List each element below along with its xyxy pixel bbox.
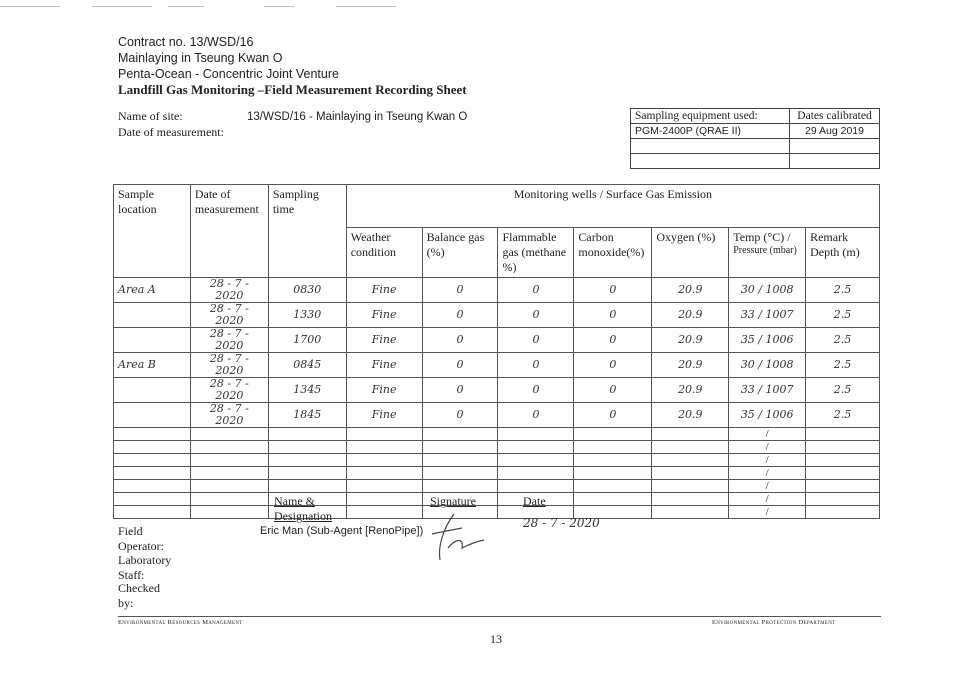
cell-measurement-date: 28 - 7 - 2020 xyxy=(190,303,268,328)
cell-sample-location xyxy=(114,403,191,428)
header-monitoring-group: Monitoring wells / Surface Gas Emission xyxy=(346,185,879,228)
cell-flammable-gas xyxy=(498,467,574,480)
project-name: Mainlaying in Tseung Kwan O xyxy=(118,51,283,65)
cell-carbon-monoxide xyxy=(574,467,652,480)
cell-temp-pressure: 33 / 1007 xyxy=(729,303,806,328)
table-row xyxy=(114,278,880,303)
signoff-date-header: Date xyxy=(523,494,546,508)
cell-measurement-date xyxy=(190,493,268,506)
equipment-empty-cell xyxy=(631,139,790,154)
cell-weather: Fine xyxy=(346,328,422,353)
cell-flammable-gas: 0 xyxy=(498,278,574,303)
cell-flammable-gas xyxy=(498,454,574,467)
cell-oxygen xyxy=(652,454,729,467)
cell-oxygen: 20.9 xyxy=(652,328,729,353)
cell-oxygen xyxy=(652,428,729,441)
cell-oxygen: 20.9 xyxy=(652,278,729,303)
cell-measurement-date xyxy=(190,441,268,454)
cell-depth xyxy=(806,428,880,441)
cell-sampling-time xyxy=(268,467,346,480)
cell-weather: Fine xyxy=(346,303,422,328)
cell-oxygen: 20.9 xyxy=(652,353,729,378)
cell-measurement-date xyxy=(190,454,268,467)
cell-sample-location xyxy=(114,303,191,328)
checked-by-label: Checked by: xyxy=(118,581,160,610)
header-balance-gas: Balance gas (%) xyxy=(422,228,498,278)
cell-sampling-time xyxy=(268,441,346,454)
table-row xyxy=(114,493,880,506)
cell-temp-pressure: / xyxy=(729,480,806,493)
cell-balance-gas xyxy=(422,428,498,441)
footer-right: Environmental Protection Department xyxy=(712,619,836,626)
equipment-table xyxy=(630,108,880,169)
cell-depth xyxy=(806,506,880,519)
cell-measurement-date: 28 - 7 - 2020 xyxy=(190,403,268,428)
equipment-empty-cell xyxy=(631,154,790,169)
calibration-header: Dates calibrated xyxy=(790,109,880,124)
cell-depth xyxy=(806,454,880,467)
contractor-name: Penta-Ocean - Concentric Joint Venture xyxy=(118,67,339,81)
cell-carbon-monoxide: 0 xyxy=(574,328,652,353)
cell-sampling-time xyxy=(268,428,346,441)
cell-depth xyxy=(806,441,880,454)
cell-balance-gas: 0 xyxy=(422,403,498,428)
cell-balance-gas xyxy=(422,467,498,480)
cell-measurement-date xyxy=(190,428,268,441)
cell-weather xyxy=(346,493,422,506)
cell-sampling-time xyxy=(268,454,346,467)
cell-temp-pressure: / xyxy=(729,441,806,454)
cell-oxygen xyxy=(652,493,729,506)
cell-flammable-gas: 0 xyxy=(498,328,574,353)
cell-depth xyxy=(806,493,880,506)
equipment-empty-cell xyxy=(790,154,880,169)
calibration-date: 29 Aug 2019 xyxy=(790,124,880,139)
cell-sample-location xyxy=(114,480,191,493)
cell-balance-gas xyxy=(422,441,498,454)
cell-carbon-monoxide xyxy=(574,480,652,493)
equipment-value: PGM-2400P (QRAE II) xyxy=(631,124,790,139)
measurement-table xyxy=(113,184,880,519)
cell-oxygen: 20.9 xyxy=(652,378,729,403)
cell-sample-location xyxy=(114,493,191,506)
cell-carbon-monoxide xyxy=(574,454,652,467)
cell-weather: Fine xyxy=(346,378,422,403)
cell-depth: 2.5 xyxy=(806,328,880,353)
cell-temp-pressure: 30 / 1008 xyxy=(729,278,806,303)
cell-carbon-monoxide: 0 xyxy=(574,403,652,428)
scan-artifact xyxy=(0,6,60,7)
cell-temp-pressure: / xyxy=(729,467,806,480)
field-operator-name: Eric Man (Sub-Agent [RenoPipe]) xyxy=(260,525,424,537)
cell-measurement-date: 28 - 7 - 2020 xyxy=(190,378,268,403)
cell-temp-pressure: / xyxy=(729,428,806,441)
header-carbon-monoxide: Carbon monoxide(%) xyxy=(574,228,652,278)
site-name-value: 13/WSD/16 - Mainlaying in Tseung Kwan O xyxy=(247,111,468,123)
measurement-rows xyxy=(114,278,880,519)
cell-weather xyxy=(346,428,422,441)
cell-carbon-monoxide: 0 xyxy=(574,303,652,328)
field-operator-label: Field Operator: xyxy=(118,524,164,553)
cell-carbon-monoxide xyxy=(574,441,652,454)
table-row xyxy=(114,378,880,403)
cell-sample-location xyxy=(114,454,191,467)
table-row xyxy=(114,454,880,467)
cell-temp-pressure: 30 / 1008 xyxy=(729,353,806,378)
measurement-date-label: Date of measurement: xyxy=(118,125,224,139)
cell-weather xyxy=(346,506,422,519)
cell-flammable-gas: 0 xyxy=(498,403,574,428)
cell-oxygen xyxy=(652,506,729,519)
cell-balance-gas: 0 xyxy=(422,278,498,303)
cell-balance-gas: 0 xyxy=(422,303,498,328)
cell-carbon-monoxide: 0 xyxy=(574,278,652,303)
cell-balance-gas: 0 xyxy=(422,378,498,403)
cell-balance-gas: 0 xyxy=(422,328,498,353)
equipment-empty-cell xyxy=(790,139,880,154)
page-number: 13 xyxy=(490,632,502,646)
cell-measurement-date xyxy=(190,467,268,480)
cell-flammable-gas: 0 xyxy=(498,378,574,403)
cell-weather xyxy=(346,480,422,493)
table-row xyxy=(114,303,880,328)
cell-depth: 2.5 xyxy=(806,403,880,428)
table-row xyxy=(114,441,880,454)
cell-carbon-monoxide xyxy=(574,493,652,506)
cell-carbon-monoxide: 0 xyxy=(574,353,652,378)
cell-sampling-time: 0830 xyxy=(268,278,346,303)
cell-depth xyxy=(806,480,880,493)
cell-sampling-time xyxy=(268,480,346,493)
scan-artifact xyxy=(336,6,396,7)
site-info xyxy=(118,109,467,140)
cell-carbon-monoxide xyxy=(574,428,652,441)
scan-artifact xyxy=(264,6,294,7)
scan-artifact xyxy=(92,6,152,7)
cell-flammable-gas: 0 xyxy=(498,353,574,378)
cell-sample-location xyxy=(114,378,191,403)
footer-rule xyxy=(118,616,881,617)
footer-left: Environmental Resources Management xyxy=(118,619,243,626)
cell-depth: 2.5 xyxy=(806,278,880,303)
cell-depth: 2.5 xyxy=(806,303,880,328)
table-row xyxy=(114,480,880,493)
cell-temp-pressure: / xyxy=(729,506,806,519)
cell-measurement-date xyxy=(190,480,268,493)
cell-sampling-time: 0845 xyxy=(268,353,346,378)
signoff-name-header: Name & Designation xyxy=(274,494,332,523)
contract-number: Contract no. 13/WSD/16 xyxy=(118,35,254,49)
scan-artifact xyxy=(168,6,204,7)
cell-temp-pressure: / xyxy=(729,454,806,467)
cell-flammable-gas: 0 xyxy=(498,303,574,328)
header-sample-location: Sample location xyxy=(114,185,191,278)
header-remark-depth: Remark Depth (m) xyxy=(806,228,880,278)
cell-temp-pressure: 35 / 1006 xyxy=(729,403,806,428)
cell-sample-location xyxy=(114,441,191,454)
equipment-header: Sampling equipment used: xyxy=(631,109,790,124)
signoff-signature-header: Signature xyxy=(430,494,476,508)
cell-weather xyxy=(346,454,422,467)
header-temp: Temp (°C) / xyxy=(733,230,791,244)
cell-oxygen: 20.9 xyxy=(652,303,729,328)
cell-balance-gas: 0 xyxy=(422,353,498,378)
cell-temp-pressure: 33 / 1007 xyxy=(729,378,806,403)
cell-measurement-date xyxy=(190,506,268,519)
cell-measurement-date: 28 - 7 - 2020 xyxy=(190,328,268,353)
cell-temp-pressure: / xyxy=(729,493,806,506)
table-row xyxy=(114,353,880,378)
cell-sample-location xyxy=(114,428,191,441)
sheet-title: Landfill Gas Monitoring –Field Measurement Recording Sheet xyxy=(118,82,467,97)
cell-measurement-date: 28 - 7 - 2020 xyxy=(190,353,268,378)
cell-sample-location xyxy=(114,328,191,353)
header-oxygen: Oxygen (%) xyxy=(652,228,729,278)
table-row xyxy=(114,506,880,519)
cell-oxygen xyxy=(652,467,729,480)
cell-flammable-gas xyxy=(498,441,574,454)
table-row xyxy=(114,428,880,441)
header-pressure: Pressure (mbar) xyxy=(733,245,797,256)
cell-carbon-monoxide: 0 xyxy=(574,378,652,403)
cell-oxygen xyxy=(652,480,729,493)
cell-depth: 2.5 xyxy=(806,353,880,378)
cell-sample-location: Area B xyxy=(114,353,191,378)
header-weather: Weather condition xyxy=(346,228,422,278)
cell-sampling-time: 1700 xyxy=(268,328,346,353)
header-flammable-gas: Flammable gas (methane %) xyxy=(498,228,574,278)
cell-weather: Fine xyxy=(346,403,422,428)
handwritten-signature xyxy=(418,508,488,564)
cell-depth xyxy=(806,467,880,480)
site-name-label: Name of site: xyxy=(118,109,183,123)
header-date: Date of measurement xyxy=(190,185,268,278)
cell-sample-location xyxy=(114,467,191,480)
cell-oxygen xyxy=(652,441,729,454)
cell-sampling-time: 1845 xyxy=(268,403,346,428)
cell-sampling-time: 1330 xyxy=(268,303,346,328)
cell-sample-location: Area A xyxy=(114,278,191,303)
cell-balance-gas xyxy=(422,480,498,493)
table-row xyxy=(114,467,880,480)
document-header xyxy=(118,34,467,98)
laboratory-staff-label: Laboratory Staff: xyxy=(118,553,172,582)
cell-oxygen: 20.9 xyxy=(652,403,729,428)
cell-weather: Fine xyxy=(346,353,422,378)
cell-temp-pressure: 35 / 1006 xyxy=(729,328,806,353)
cell-flammable-gas xyxy=(498,480,574,493)
cell-sample-location xyxy=(114,506,191,519)
cell-balance-gas xyxy=(422,454,498,467)
cell-measurement-date: 28 - 7 - 2020 xyxy=(190,278,268,303)
cell-weather xyxy=(346,467,422,480)
cell-weather xyxy=(346,441,422,454)
header-time: Sampling time xyxy=(268,185,346,278)
cell-weather: Fine xyxy=(346,278,422,303)
cell-depth: 2.5 xyxy=(806,378,880,403)
field-operator-date: 28 - 7 - 2020 xyxy=(523,516,600,530)
cell-flammable-gas xyxy=(498,428,574,441)
cell-sampling-time: 1345 xyxy=(268,378,346,403)
header-temp-pressure xyxy=(729,228,806,278)
table-row xyxy=(114,328,880,353)
table-row xyxy=(114,403,880,428)
